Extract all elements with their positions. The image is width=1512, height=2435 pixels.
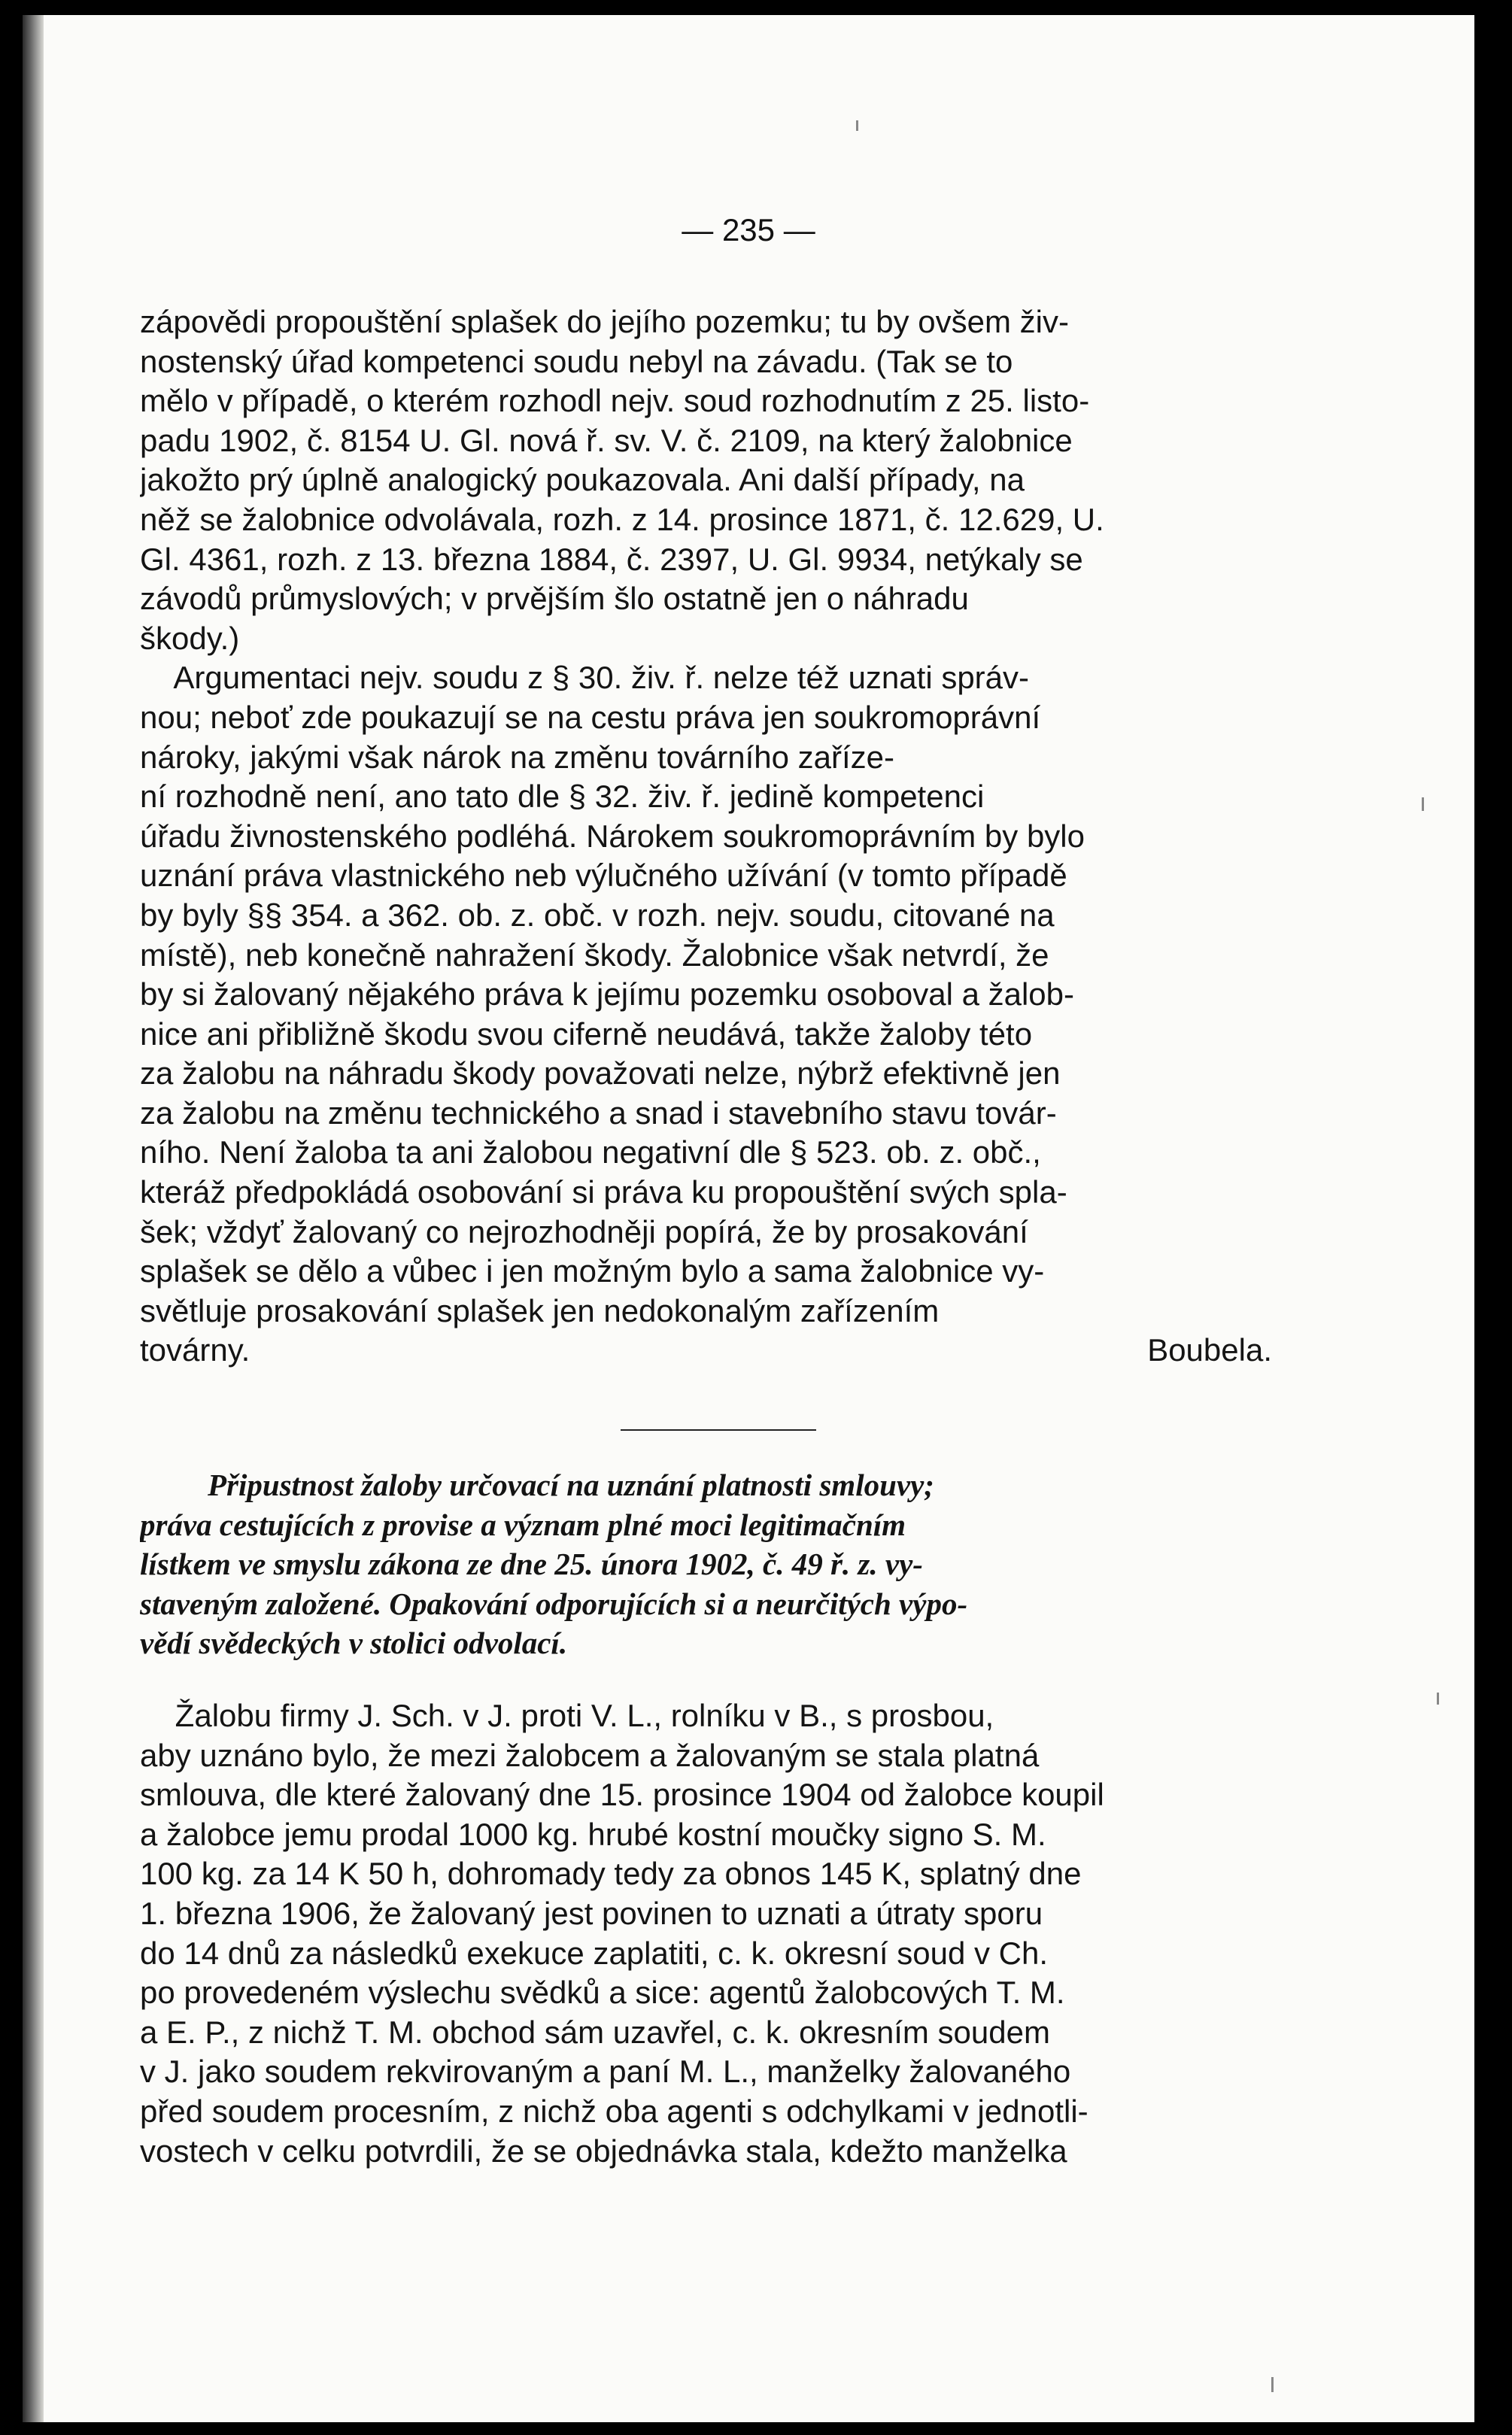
heading-line: Připustnost žaloby určovací na uznání platnosti smlouvy; bbox=[208, 1468, 934, 1502]
scan-speck bbox=[1271, 2377, 1274, 2392]
text-line: šek; vždyť žalovaný co nejrozhodněji popírá, že by prosakování bbox=[140, 1213, 1028, 1249]
text-line: 1. března 1906, že žalovaný jest povinen to uznati a útraty sporu bbox=[140, 1895, 1043, 1931]
heading-line: práva cestujících z provise a význam plné moci legitimačním bbox=[140, 1507, 906, 1542]
text-line: nostenský úřad kompetenci soudu nebyl na závadu. (Tak se to bbox=[140, 343, 1013, 379]
text-line: zápovědi propouštění splašek do jejího pozemku; tu by ovšem živ- bbox=[140, 304, 1070, 339]
text-line: nice ani přibližně škodu svou ciferně neudává, takže žaloby této bbox=[140, 1016, 1033, 1052]
scan-speck bbox=[1422, 797, 1424, 811]
scan-speck bbox=[1437, 1693, 1439, 1705]
text-line: nou; neboť zde poukazují se na cestu práva jen soukromoprávní bbox=[140, 699, 1041, 735]
closing-line-left: továrny. bbox=[140, 1332, 250, 1368]
text-line: světluje prosakování splašek jen nedokonalým zařízením bbox=[140, 1292, 940, 1328]
case-text bbox=[140, 1696, 1302, 2171]
heading-line: vědí svědeckých v stolici odvolací. bbox=[140, 1626, 568, 1661]
text-line: nároky, jakými však nárok na změnu továrního zaříze- bbox=[140, 739, 894, 775]
binding-edge bbox=[23, 15, 44, 2422]
closing-line bbox=[140, 1331, 1302, 1371]
page-number: — 235 — bbox=[682, 212, 815, 247]
text-line: a žalobce jemu prodal 1000 kg. hrubé kostní moučky signo S. M. bbox=[140, 1816, 1046, 1852]
text-line: ní rozhodně není, ano tato dle § 32. živ. ř. jedině kompetenci bbox=[140, 779, 985, 815]
text-line: aby uznáno bylo, že mezi žalobcem a žalovaným se stala platná bbox=[140, 1737, 1040, 1773]
text-line: mělo v případě, o kterém rozhodl nejv. soud rozhodnutím z 25. listo- bbox=[140, 383, 1090, 419]
text-line: 100 kg. za 14 K 50 h, dohromady tedy za obnos 145 K, splatný dne bbox=[140, 1856, 1082, 1892]
text-line: před soudem procesním, z nichž oba agenti s odchylkami v jednotli- bbox=[140, 2093, 1088, 2129]
text-line: by byly §§ 354. a 362. ob. z. obč. v rozh. nejv. soudu, citované na bbox=[140, 897, 1055, 933]
text-line: škody.) bbox=[140, 620, 240, 656]
text-line: uznání práva vlastnického neb výlučného užívání (v tomto případě bbox=[140, 858, 1067, 894]
text-line: závodů průmyslových; v prvějším šlo ostatně jen o náhradu bbox=[140, 581, 969, 617]
case-heading bbox=[140, 1465, 1302, 1663]
text-line: ního. Není žaloba ta ani žalobou negativní dle § 523. ob. z. obč., bbox=[140, 1134, 1041, 1170]
body-text bbox=[140, 302, 1302, 1371]
text-line: padu 1902, č. 8154 U. Gl. nová ř. sv. V. č. 2109, na který žalobnice bbox=[140, 422, 1073, 458]
text-line: vostech v celku potvrdili, že se objednávka stala, kdežto manželka bbox=[140, 2133, 1067, 2169]
section-divider bbox=[621, 1429, 816, 1431]
text-line: a E. P., z nichž T. M. obchod sám uzavřel, c. k. okresním soudem bbox=[140, 2014, 1050, 2050]
heading-line: staveným založené. Opakování odporujících si a neurčitých výpo- bbox=[140, 1586, 968, 1621]
heading-line: lístkem ve smyslu zákona ze dne 25. února 1902, č. 49 ř. z. vy- bbox=[140, 1547, 923, 1582]
text-line: něž se žalobnice odvolávala, rozh. z 14. prosince 1871, č. 12.629, U. bbox=[140, 501, 1104, 537]
scanned-page bbox=[23, 15, 1474, 2422]
text-line: Gl. 4361, rozh. z 13. března 1884, č. 2397, U. Gl. 9934, netýkaly se bbox=[140, 541, 1083, 577]
text-line: do 14 dnů za následků exekuce zaplatiti, c. k. okresní soud v Ch. bbox=[140, 1935, 1049, 1971]
scan-speck bbox=[856, 120, 858, 131]
text-line: za žalobu na změnu technického a snad i stavebního stavu továr- bbox=[140, 1095, 1057, 1131]
text-line: kteráž předpokládá osobování si práva ku propouštění svých spla- bbox=[140, 1174, 1067, 1210]
text-line: by si žalovaný nějakého práva k jejímu pozemku osoboval a žalob- bbox=[140, 976, 1075, 1013]
text-line: jakožto prý úplně analogický poukazovala. Ani další případy, na bbox=[140, 462, 1025, 498]
text-line: úřadu živnostenského podléhá. Nárokem soukromoprávním by bylo bbox=[140, 818, 1085, 854]
text-line: za žalobu na náhradu škody považovati nelze, nýbrž efektivně jen bbox=[140, 1055, 1061, 1091]
text-line: Argumentaci nejv. soudu z § 30. živ. ř. nelze též uznati správ- bbox=[140, 660, 1030, 696]
signature: Boubela. bbox=[1147, 1332, 1272, 1368]
text-line: místě), neb konečně nahražení škody. Žalobnice však netvrdí, že bbox=[140, 937, 1049, 973]
text-line: smlouva, dle které žalovaný dne 15. prosince 1904 od žalobce koupil bbox=[140, 1777, 1104, 1813]
text-line: v J. jako soudem rekvirovaným a paní M. L., manželky žalovaného bbox=[140, 2054, 1071, 2090]
text-line: po provedeném výslechu svědků a sice: agentů žalobcových T. M. bbox=[140, 1975, 1065, 2011]
text-line: splašek se dělo a vůbec i jen možným bylo a sama žalobnice vy- bbox=[140, 1253, 1045, 1289]
text-line: Žalobu firmy J. Sch. v J. proti V. L., rolníku v B., s prosbou, bbox=[140, 1698, 994, 1733]
